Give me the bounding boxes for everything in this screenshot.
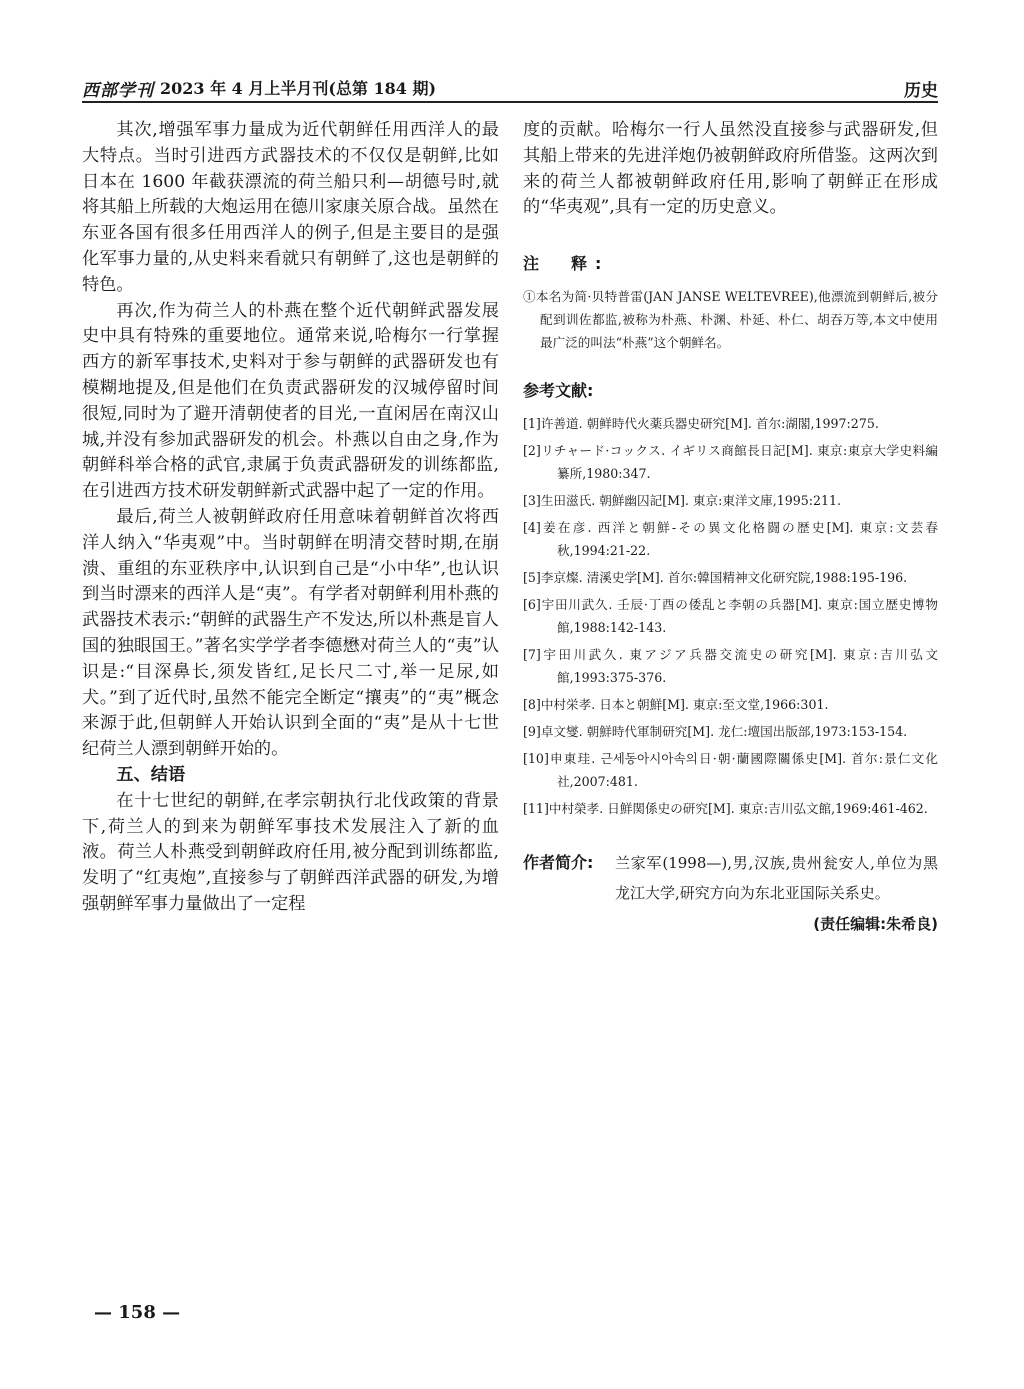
- header-divider: [82, 101, 938, 103]
- reference-item: [5]李京燦. 清溪史学[M]. 首尔:韓国精神文化研究院,1988:195-196.: [523, 569, 908, 585]
- section-heading: 五、结语: [116, 764, 186, 785]
- reference-item: [9]卓文燮. 朝鮮時代軍制研究[M]. 龙仁:壇国出版部,1973:153-154.: [523, 723, 908, 739]
- reference-item: [6]宇田川武久. 壬辰·丁酉の倭乱と李朝の兵器[M]. 東京:国立歴史博物館,1988:142-143.: [523, 596, 938, 635]
- note-item: ①本名为简·贝特普雷(JAN JANSE WELTEVREE),他漂流到朝鲜后,被分配到训佐都监,被称为朴燕、朴渊、朴延、朴仁、胡吞万等,本文中使用最广泛的叫法“朴燕”这个朝鲜名。: [523, 288, 938, 350]
- section-label: 历史: [904, 81, 938, 101]
- references-list: [523, 412, 938, 820]
- page-number: — 158 —: [94, 1302, 181, 1323]
- issue-info: 2023 年 4 月上半月刊(总第 184 期): [160, 79, 437, 98]
- notes-list: [523, 285, 938, 354]
- paragraph: 在十七世纪的朝鲜,在孝宗朝执行北伐政策的背景下,荷兰人的到来为朝鲜军事技术发展注入了新的血液。荷兰人朴燕受到朝鲜政府任用,被分配到训练都监,发明了“红夷炮”,直接参与了朝鲜西洋武器的研发,为增强朝鲜军事力量做出了一定程: [82, 790, 499, 914]
- author-label: 作者简介:: [523, 852, 594, 872]
- journal-logo: 西部学刊: [82, 81, 154, 101]
- right-column: [523, 118, 938, 938]
- reference-item: [3]生田滋氏. 朝鮮幽囚記[M]. 東京:東洋文庫,1995:211.: [523, 492, 842, 508]
- reference-item: [11]中村榮孝. 日鮮関係史の研究[M]. 東京:吉川弘文館,1969:461-462.: [523, 800, 928, 816]
- notes-title: 注 释:: [523, 254, 610, 274]
- editor-credit: (责任编辑:朱希良): [813, 914, 938, 933]
- reference-item: [2]リチャード·コックス. イギリス商館長日記[M]. 東京:東京大学史料編纂所,1980:347.: [523, 442, 938, 481]
- reference-item: [4]姜在彦. 西洋と朝鮮-その異文化格闘の歴史[M]. 東京:文芸春秋,1994:21-22.: [523, 519, 938, 558]
- paragraph: 度的贡献。哈梅尔一行人虽然没直接参与武器研发,但其船上带来的先进洋炮仍被朝鲜政府所借鉴。这两次到来的荷兰人都被朝鲜政府任用,影响了朝鲜正在形成的“华夷观”,具有一定的历史意义。: [523, 120, 938, 218]
- reference-item: [10]申東珪. 근세동아시아속의日·朝·蘭國際關係史[M]. 首尔:景仁文化社,2007:481.: [523, 750, 938, 789]
- paragraph: 其次,增强军事力量成为近代朝鲜任用西洋人的最大特点。当时引进西方武器技术的不仅仅是朝鲜,比如日本在 1600 年截获漂流的荷兰船只利—胡德号时,就将其船上所载的大炮运用在德川家康关原合战。虽然在东亚各国有很多任用西洋人的例子,但是主要目的是强化军事力量的,从史料来看就只有朝鲜了,这也是朝鲜的特色。: [82, 120, 499, 295]
- reference-item: [7]宇田川武久. 東アジア兵器交流史の研究[M]. 東京:吉川弘文館,1993:375-376.: [523, 646, 938, 685]
- paragraph: 最后,荷兰人被朝鲜政府任用意味着朝鲜首次将西洋人纳入“华夷观”中。当时朝鲜在明清交替时期,在崩溃、重组的东亚秩序中,认识到自己是“小中华”,也认识到当时漂来的西洋人是“夷”。有学者对朝鲜利用朴燕的武器技术表示:“朝鲜的武器生产不发达,所以朴燕是盲人国的独眼国王。”著名实学学者李德懋对荷兰人的“夷”认识是:“目深鼻长,须发皆红,足长尺二寸,举一足尿,如犬。”到了近代时,虽然不能完全断定“攘夷”的“夷”概念来源于此,但朝鲜人开始认识到全面的“夷”是从十七世纪荷兰人漂到朝鲜开始的。: [82, 506, 499, 760]
- author-text: 兰家军(1998—),男,汉族,贵州瓮安人,单位为黑龙江大学,研究方向为东北亚国际关系史。: [615, 853, 938, 902]
- left-column: [82, 118, 499, 918]
- paragraph: 再次,作为荷兰人的朴燕在整个近代朝鲜武器发展史中具有特殊的重要地位。通常来说,哈梅尔一行掌握西方的新军事技术,史料对于参与朝鲜的武器研发也有模糊地提及,但是他们在负责武器研发的汉城停留时间很短,同时为了避开清朝使者的目光,一直闲居在南汉山城,并没有参加武器研发的机会。朴燕以自由之身,作为朝鲜科举合格的武官,隶属于负责武器研发的训练都监,在引进西方技术研发朝鲜新式武器中起了一定的作用。: [82, 300, 499, 502]
- running-header: [82, 74, 938, 100]
- author-bio: [523, 848, 938, 908]
- reference-item: [1]许善道. 朝鲜時代火薬兵器史研究[M]. 首尔:湖閣,1997:275.: [523, 415, 879, 431]
- reference-item: [8]中村栄孝. 日本と朝鮮[M]. 東京:至文堂,1966:301.: [523, 696, 829, 712]
- references-title: 参考文献:: [523, 380, 594, 400]
